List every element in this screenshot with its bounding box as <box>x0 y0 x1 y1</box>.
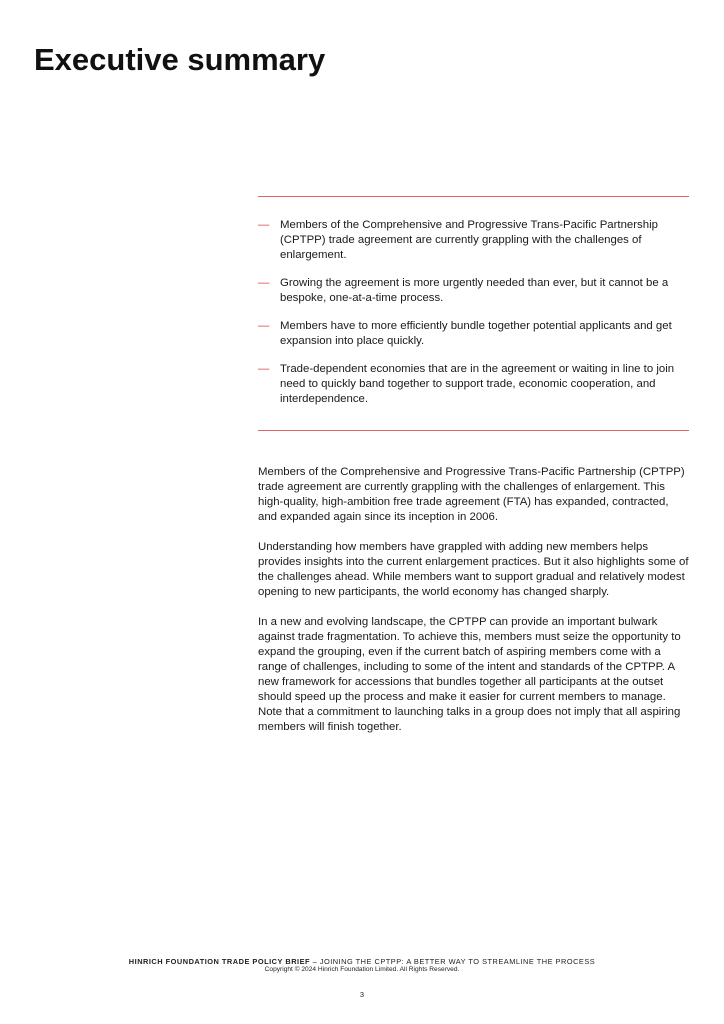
page-number: 3 <box>359 990 365 999</box>
dash-bullet-icon: — <box>258 219 270 231</box>
dash-bullet-icon: — <box>258 363 270 375</box>
body-paragraph: In a new and evolving landscape, the CPTPP can provide an important bulwark against trade fragmentation. To achieve this, members must seize the opportunity to expand the grouping, even if the current batch of aspiring members come with a range of challenges, including to some of the intent and standards of the CPTPP. A new framework for accessions that bundles together all participants at the outset should speed up the process and make it easier for current members to manage. Note that a commitment to launching talks in a group does not imply that all aspiring members will finish together. <box>258 616 681 733</box>
footer-separator: – <box>310 957 320 966</box>
key-point-item <box>258 218 689 263</box>
key-point-text: Trade-dependent economies that are in the agreement or waiting in line to join need to quickly band together to support trade, economic cooperation, and interdependence. <box>280 363 675 405</box>
divider-top <box>258 196 689 197</box>
key-points-list <box>258 218 689 420</box>
key-point-text: Growing the agreement is more urgently needed than ever, but it cannot be a bespoke, one-at-a-time process. <box>280 277 669 304</box>
footer-subtitle: JOINING THE CPTPP: A BETTER WAY TO STREAMLINE THE PROCESS <box>319 957 596 966</box>
page-footer <box>0 957 724 974</box>
key-point-item <box>258 362 689 407</box>
key-point-item <box>258 276 689 306</box>
key-point-text: Members have to more efficiently bundle together potential applicants and get expansion into place quickly. <box>280 320 672 347</box>
key-point-text: Members of the Comprehensive and Progressive Trans-Pacific Partnership (CPTPP) trade agreement are currently grappling with the challenges of enlargement. <box>280 219 658 261</box>
footer-title-line <box>0 957 724 966</box>
footer-copyright: Copyright © 2024 Hinrich Foundation Limited. All Rights Reserved. <box>264 966 460 973</box>
body-paragraph: Members of the Comprehensive and Progressive Trans-Pacific Partnership (CPTPP) trade agreement are currently grappling with the challenges of enlargement. This high-quality, high-ambition free trade agreement (FTA) has expanded, contracted, and expanded again since its inception in 2006. <box>258 466 685 523</box>
body-text <box>258 465 689 750</box>
divider-bottom <box>258 430 689 431</box>
body-paragraph: Understanding how members have grappled with adding new members helps provides insights into the current enlargement practices. But it also highlights some of the challenges ahead. While members want to support gradual and relatively modest opening to new participants, the world economy has changed sharply. <box>258 541 689 598</box>
footer-brand: HINRICH FOUNDATION TRADE POLICY BRIEF <box>128 957 311 966</box>
key-point-item <box>258 319 689 349</box>
dash-bullet-icon: — <box>258 320 270 332</box>
page-title: Executive summary <box>34 42 326 77</box>
dash-bullet-icon: — <box>258 277 270 289</box>
